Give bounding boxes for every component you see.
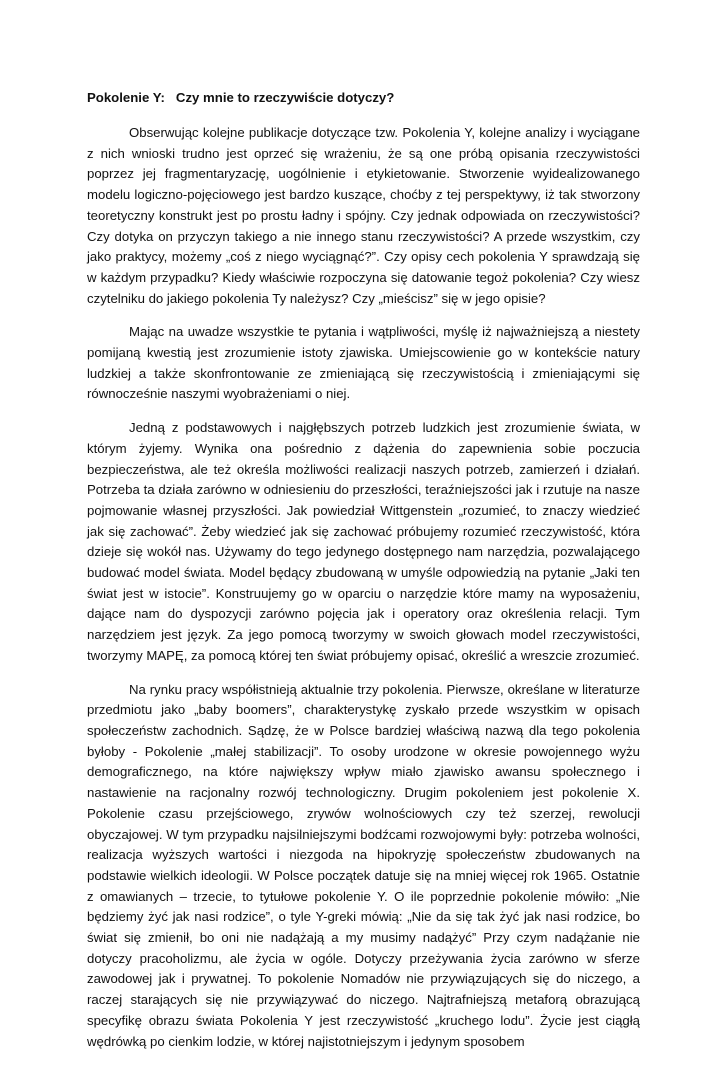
document-body bbox=[87, 88, 640, 1065]
paragraph-3: Jedną z podstawowych i najgłębszych potrzeb ludzkich jest zrozumienie świata, w którym żyjemy. Wynika ona pośrednio z dążenia do zapewnienia sobie poczucia bezpieczeństwa, ale też określa możliwości realizacji naszych potrzeb, zamierzeń i działań. Potrzeba ta działa zarówno w odniesieniu do przeszłości, teraźniejszości jak i rzutuje na nasze pojmowanie własnej przyszłości. Jak powiedział Wittgenstein „rozumieć, to znaczy wiedzieć jak się zachować”. Żeby wiedzieć jak się zachować próbujemy rozumieć rzeczywistość, która dzieje się wokół nas. Używamy do tego jedynego dostępnego nam narzędzia, pozwalającego budować model świata. Model będący zbudowaną w umyśle odpowiedzią na pytanie „Jaki ten świat jest w istocie”. Konstruujemy go w oparciu o narzędzie które mamy na wyposażeniu, dające nam do dyspozycji zarówno pojęcia jak i operatory oraz określenia relacji. Tym narzędziem jest język. Za jego pomocą tworzymy w swoich głowach model rzeczywistości, tworzymy MAPĘ, za pomocą której ten świat próbujemy opisać, określić a wreszcie zrozumieć. bbox=[87, 420, 640, 663]
paragraph-2: Mając na uwadze wszystkie te pytania i wątpliwości, myślę iż najważniejszą a niestety pomijaną kwestią jest zrozumienie istoty zjawiska. Umiejscowienie go w kontekście natury ludzkiej a także skonfrontowanie ze zmieniającą się rzeczywistością i zmieniającymi się równocześnie naszymi wyobrażeniami o niej. bbox=[87, 324, 640, 402]
paragraph-4: Na rynku pracy współistnieją aktualnie trzy pokolenia. Pierwsze, określane w literaturze przedmiotu jako „baby boomers”, charakterystykę zyskało przede wszystkim w opisach społeczeństw zachodnich. Sądzę, że w Polsce bardziej właściwą nazwą dla tego pokolenia byłoby - Pokolenie „małej stabilizacji”. To osoby urodzone w okresie powojennego wyżu demograficznego, na które największy wpływ miało zjawisko awansu społecznego i nastawienie na racjonalny rozwój technologiczny. Drugim pokoleniem jest pokolenie X. Pokolenie czasu przejściowego, zrywów wolnościowych czy też szerzej, rewolucji obyczajowej. W tym przypadku najsilniejszymi bodźcami rozwojowymi były: potrzeba wolności, realizacja wyższych wartości i niezgoda na hipokryzję społeczeństw zbudowanych na podstawie wielkich ideologii. W Polsce początek datuje się na mniej więcej rok 1965. Ostatnie z omawianych – trzecie, to tytułowe pokolenie Y. O ile poprzednie pokolenie mówiło: „Nie będziemy żyć jak nasi rodzice”, o tyle Y-greki mówią: „Nie da się tak żyć jak nasi rodzice, bo świat się zmienił, bo oni nie nadążają a my musimy nadążyć” Przy czym nadążanie nie dotyczy pracoholizmu, ale życia w ogóle. Dotyczy przeżywania życia zarówno w sferze zawodowej jak i prywatnej. To pokolenie Nomadów nie przywiązujących się do niczego, a raczej starających się nie przywiązywać do niczego. Najtrafniejszą metaforą obrazującą specyfikę obrazu świata Pokolenia Y jest rzeczywistość „kruchego lodu”. Życie jest ciągłą wędrówką po cienkim lodzie, w której najistotniejszym i jedynym sposobem bbox=[87, 681, 640, 1049]
document-title: Pokolenie Y: Czy mnie to rzeczywiście dotyczy? bbox=[87, 90, 395, 105]
paragraph-1: Obserwując kolejne publikacje dotyczące tzw. Pokolenia Y, kolejne analizy i wyciągane z nich wnioski trudno jest oprzeć się wrażeniu, że są one próbą opisania rzeczywistości poprzez jej fragmentaryzację, uogólnienie i etykietowanie. Stworzenie wyidealizowanego modelu logiczno-pojęciowego jest bardzo kuszące, choćby z tej perspektywy, iż tak stworzony teoretyczny konstrukt jest po prostu ładny i spójny. Czy jednak odpowiada on rzeczywistości? Czy dotyka on przyczyn takiego a nie innego stanu rzeczywistości? A przede wszystkim, czy jako praktycy, możemy „coś z niego wyciągnąć?”. Czy opisy cech pokolenia Y sprawdzają się w każdym przypadku? Kiedy właściwie rozpoczyna się datowanie tegoż pokolenia? Czy wiesz czytelniku do jakiego pokolenia Ty należysz? Czy „mieścisz” się w jego opisie? bbox=[87, 125, 640, 306]
